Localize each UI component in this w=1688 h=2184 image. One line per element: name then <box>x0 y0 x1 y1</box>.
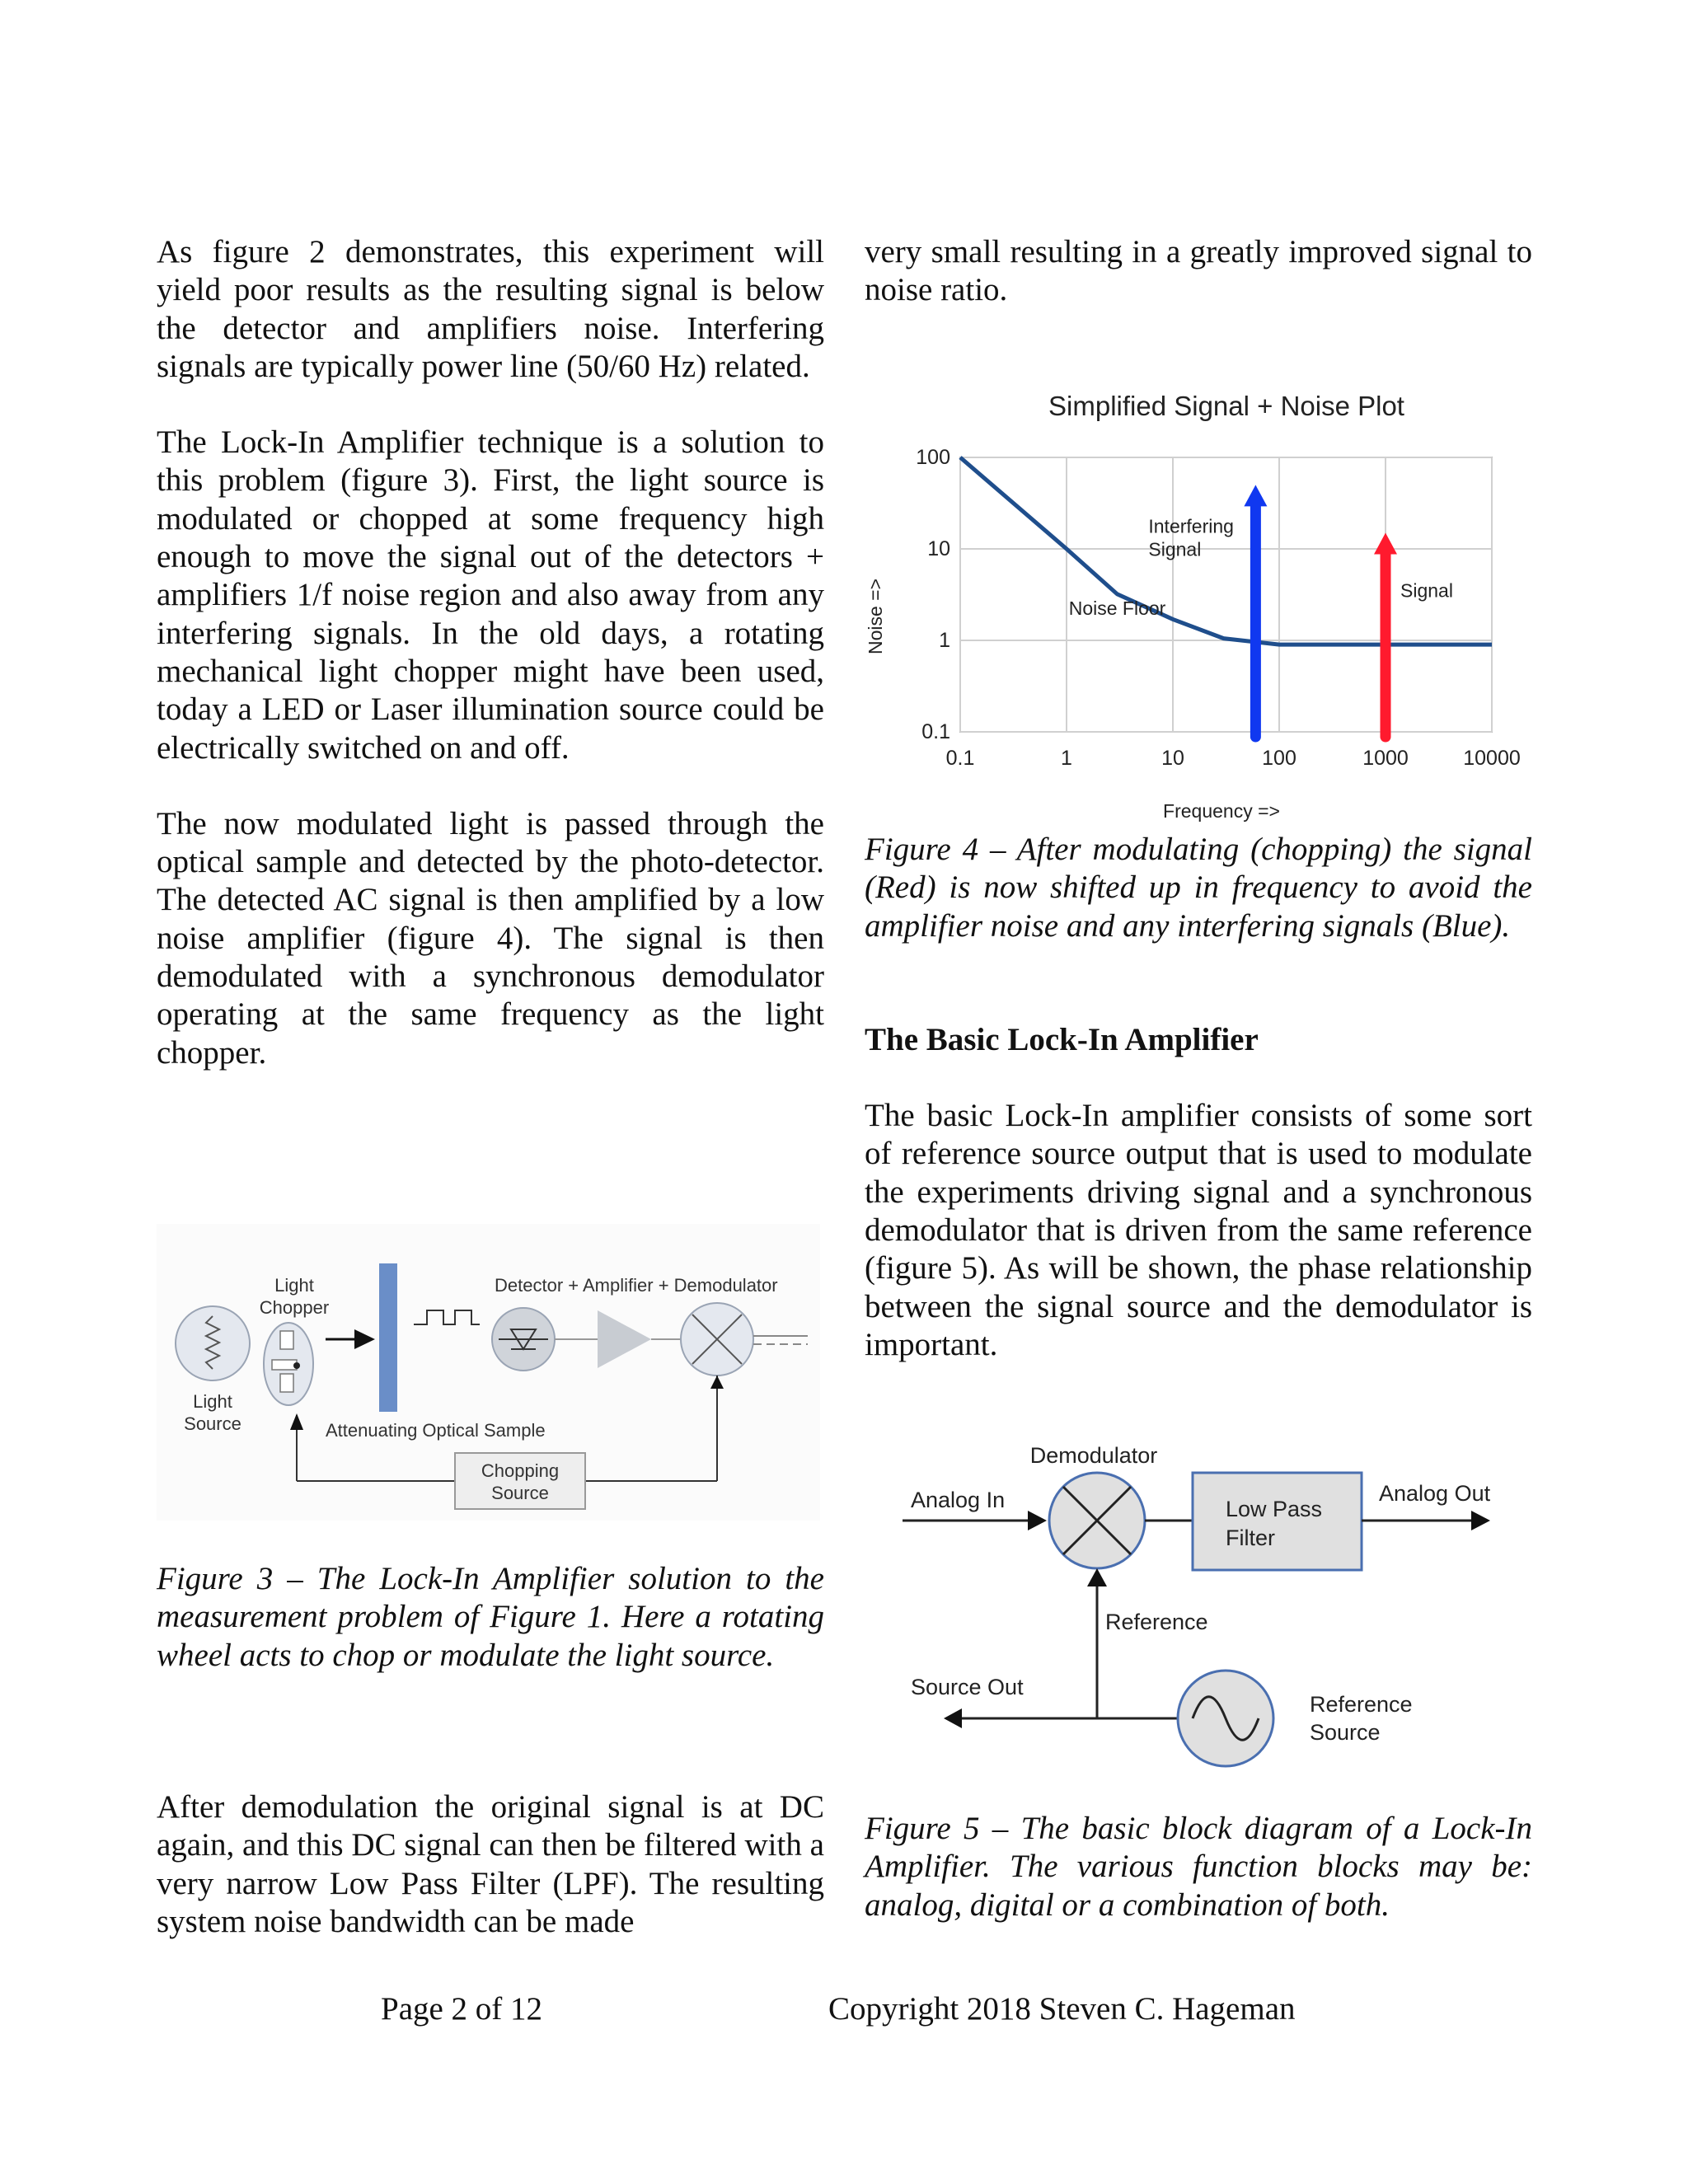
right-column-bottom <box>865 1810 1532 1924</box>
reference-label: Reference <box>1105 1610 1208 1634</box>
figure-5-diagram <box>903 1438 1529 1776</box>
right-column <box>865 233 1532 310</box>
paragraph: As figure 2 demonstrates, this experiment will yield poor results as the resulting signal is below the detector and amplifiers noise. Interfering signals are typically power line (50/60 Hz) related. <box>157 234 824 384</box>
right-column-mid <box>865 831 1532 1364</box>
light-chopper-label: Light Chopper <box>259 1275 330 1318</box>
chopping-source-label: Chopping Source <box>481 1460 560 1503</box>
y-tick-label: 100 <box>916 446 950 469</box>
x-axis-label: Frequency => <box>1163 800 1280 822</box>
interfering-signal-label: Interfering Signal <box>1148 515 1234 560</box>
left-column-lower <box>157 1560 824 1675</box>
light-source-bulb <box>176 1306 250 1380</box>
paragraph: After demodulation the original signal is at DC again, and this DC signal can then be filtered with a very narrow Low Pass Filter (LPF). The resulting system noise bandwidth can be made <box>157 1789 824 1939</box>
paragraph: very small resulting in a greatly improved signal to noise ratio. <box>865 234 1532 308</box>
paragraph: The now modulated light is passed through the optical sample and detected by the photo-detector. The detected AC signal is then amplified by a low noise amplifier (figure 4). The signal is then demodulated with a synchronous demodulator operating at the same frequency as the light chopper. <box>157 805 824 1071</box>
figure-4-chart <box>861 387 1533 832</box>
x-tick-label: 1000 <box>1362 747 1409 770</box>
x-tick-label: 0.1 <box>945 747 975 770</box>
optical-sample <box>379 1263 397 1412</box>
figure-5-caption: Figure 5 – The basic block diagram of a Lock-In Amplifier. The various function blocks may be: analog, digital or a combination of both. <box>865 1811 1532 1923</box>
y-tick-label: 0.1 <box>921 720 950 743</box>
x-tick-label: 10000 <box>1463 747 1521 770</box>
x-tick-label: 100 <box>1262 747 1296 770</box>
paragraph: The basic Lock-In amplifier consists of some sort of reference source output that is used to modulate the experiments driving signal and a synchronous demodulator that is driven from the same reference (figure 5). As will be shown, the phase relationship between the signal source and the demodulator is important. <box>865 1098 1532 1362</box>
paragraph: The Lock-In Amplifier technique is a solution to this problem (figure 3). First, the light source is modulated or chopped at some frequency high enough to move the signal out of the detectors + amplifiers 1/f noise region and also away from any interfering signals. In the old days, a rotating mechanical light chopper might have been used, today a LED or Laser illumination source could be electrically switched on and off. <box>157 424 824 766</box>
low-pass-filter-label: Low Pass Filter <box>1226 1497 1323 1550</box>
page-number: Page 2 of 12 <box>381 1991 543 2027</box>
y-tick-label: 1 <box>939 629 950 652</box>
chart-title: Simplified Signal + Noise Plot <box>1048 391 1404 421</box>
demodulator-label: Demodulator <box>1029 1443 1158 1468</box>
light-source-label: Light Source <box>184 1391 241 1434</box>
section-heading: The Basic Lock-In Amplifier <box>865 1021 1259 1057</box>
x-tick-label: 1 <box>1061 747 1072 770</box>
y-axis-label: Noise => <box>865 578 886 655</box>
noise-floor-label: Noise Floor <box>1068 598 1166 620</box>
x-tick-label: 10 <box>1161 747 1184 770</box>
reference-source-label: Reference Source <box>1310 1692 1413 1745</box>
left-column-bottom <box>157 1788 824 1941</box>
figure-3-caption: Figure 3 – The Lock-In Amplifier solution to the measurement problem of Figure 1. Here a rotating wheel acts to chop or modulate the light source. <box>157 1561 824 1673</box>
source-out-label: Source Out <box>911 1675 1024 1699</box>
copyright: Copyright 2018 Steven C. Hageman <box>828 1991 1296 2027</box>
signal-label: Signal <box>1400 579 1453 602</box>
detector-chain-label: Detector + Amplifier + Demodulator <box>495 1275 778 1296</box>
figure-4-caption: Figure 4 – After modulating (chopping) the signal (Red) is now shifted up in frequency to avoid the amplifier noise and any interfering signals (Blue). <box>865 832 1532 944</box>
analog-in-label: Analog In <box>911 1488 1006 1512</box>
y-tick-label: 10 <box>927 537 950 560</box>
left-column <box>157 233 824 1072</box>
figure-3-diagram <box>157 1224 820 1521</box>
sample-label: Attenuating Optical Sample <box>326 1420 546 1441</box>
low-pass-filter-box <box>1193 1473 1362 1570</box>
analog-out-label: Analog Out <box>1379 1481 1491 1506</box>
